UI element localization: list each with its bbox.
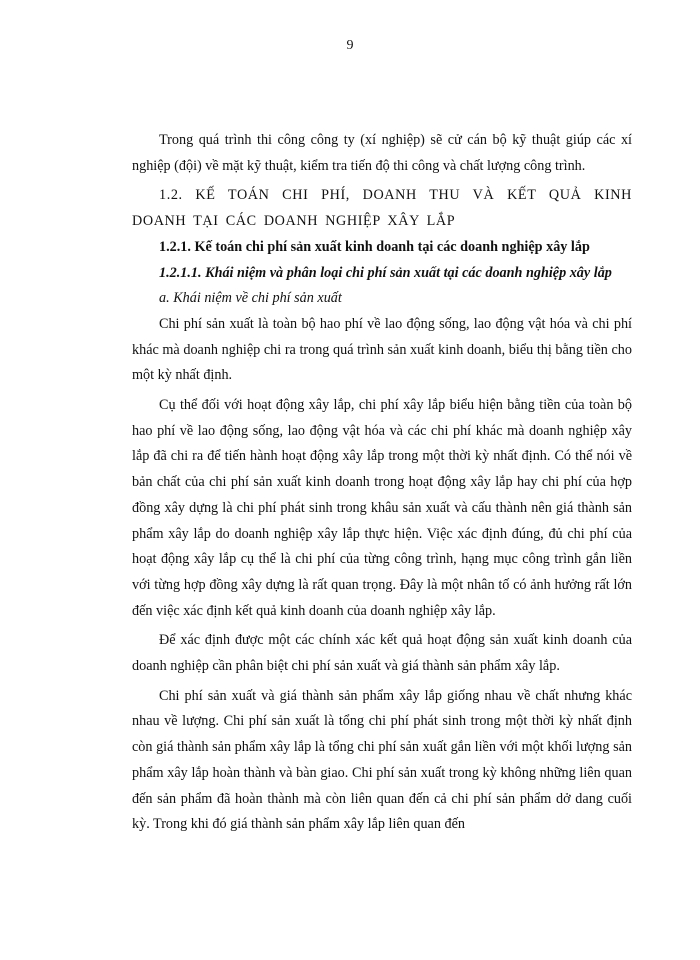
paragraph-construction-costs: Cụ thể đối với hoạt động xây lắp, chi phí xây lắp biểu hiện bằng tiền của toàn bộ hao phí về lao động sống, lao động vật hóa và các chi phí khác mà doanh nghiệp xây lắp đã chi ra để tiến hành hoạt động xây lắp trong một thời kỳ nhất định. Có thể nói về bản chất của chi phí sản xuất kinh doanh trong hoạt động xây lắp hay chi phí của hợp đồng xây dựng là chi phí phát sinh trong khâu sản xuất và cấu thành nên giá thành sản phẩm xây lắp do doanh nghiệp xây lắp thực hiện. Việc xác định đúng, đủ chi phí của hoạt động xây lắp cụ thể là chi phí của từng công trình, hạng mục công trình gắn liền với từng hợp đồng xây dựng là rất quan trọng. Đây là một nhân tố có ảnh hưởng rất lớn đến việc xác định kết quả kinh doanh của doanh nghiệp xây lắp. xyxy=(132,397,632,619)
page-number: 9 xyxy=(346,38,354,53)
paragraph-intro: Trong quá trình thi công công ty (xí nghiệp) sẽ cử cán bộ kỹ thuật giúp các xí nghiệp (đội) về mặt kỹ thuật, kiểm tra tiến độ thi công và chất lượng công trình. xyxy=(132,132,632,174)
section-heading-1-2: 1.2. KẾ TOÁN CHI PHÍ, DOANH THU VÀ KẾT QUẢ KINH DOANH TẠI CÁC DOANH NGHIỆP XÂY LẮP xyxy=(132,187,632,230)
subsubsection-heading-1-2-1-1: 1.2.1.1. Khái niệm và phân loại chi phí sản xuất tại các doanh nghiệp xây lắp xyxy=(159,264,612,281)
paragraph-comparison: Chi phí sản xuất và giá thành sản phẩm xây lắp giống nhau về chất nhưng khác nhau về lượng. Chi phí sản xuất là tổng chi phí phát sinh trong một thời kỳ nhất định còn giá thành sản phẩm xây lắp là tổng chi phí sản xuất gắn liền với một khối lượng sản phẩm xây lắp hoàn thành và bàn giao. Chi phí sản xuất trong kỳ không những liên quan đến sản phẩm đã hoàn thành mà còn liên quan đến cả chi phí sản phẩm dở dang cuối kỳ. Trong khi đó giá thành sản phẩm xây lắp liên quan đến xyxy=(132,687,632,833)
paragraph-definition: Chi phí sản xuất là toàn bộ hao phí về lao động sống, lao động vật hóa và chi phí khác mà doanh nghiệp chi ra trong quá trình sản xuất kinh doanh, biểu thị bằng tiền cho một kỳ nhất định. xyxy=(132,315,632,384)
paragraph-distinguish: Để xác định được một các chính xác kết quả hoạt động sản xuất kinh doanh của doanh nghiệp cần phân biệt chi phí sản xuất và giá thành sản phẩm xây lắp. xyxy=(132,632,632,675)
page-content xyxy=(132,128,632,838)
subsection-heading-1-2-1: 1.2.1. Kế toán chi phí sản xuất kinh doanh tại các doanh nghiệp xây lắp xyxy=(159,238,590,255)
item-heading-a: a. Khái niệm về chi phí sản xuất xyxy=(159,290,342,307)
